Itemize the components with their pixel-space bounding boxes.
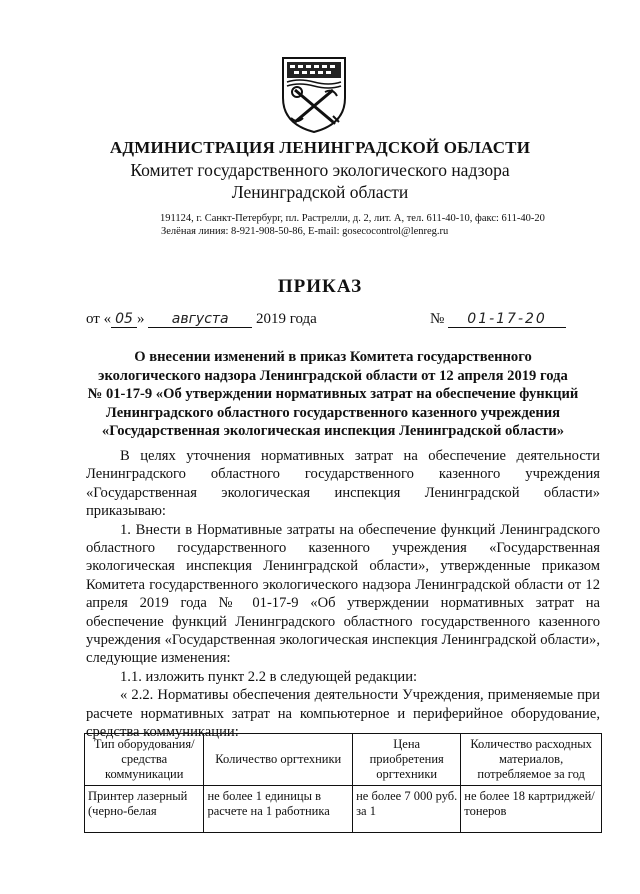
title-line: экологического надзора Ленинградской области от 12 апреля 2019 года [98, 367, 568, 384]
table-header-cell: Количество расходных материалов, потребляемое за год [461, 734, 602, 786]
table-cell: не более 7 000 руб. за 1 [353, 786, 461, 833]
order-body [86, 447, 600, 742]
title-line: О внесении изменений в приказ Комитета государственного [134, 349, 532, 365]
order-title [70, 348, 596, 441]
date-year: 2019 года [255, 311, 317, 327]
order-number [430, 311, 566, 328]
address-line: 191124, г. Санкт-Петербург, пл. Растрелли, д. 2, лит. А, тел. 611-40-10, факс: 611-40-20 [160, 213, 545, 224]
organization-name: АДМИНИСТРАЦИЯ ЛЕНИНГРАДСКОЙ ОБЛАСТИ [109, 138, 531, 157]
title-line: Ленинградского областного государственного казенного учреждения [105, 404, 561, 421]
committee-name-line-2: Ленинградской области [231, 182, 409, 202]
table-header-cell: Тип оборудования/ средства коммуникации [85, 734, 204, 786]
document-type-heading: ПРИКАЗ [277, 276, 363, 297]
table-header-cell: Количество оргтехники [204, 734, 353, 786]
title-line: № 01-17-9 «Об утверждении нормативных затрат на обеспечение функций [87, 386, 579, 402]
equipment-norms-table [84, 733, 602, 833]
contact-block [160, 212, 545, 238]
date-mid: » [136, 311, 145, 327]
date-month-handwritten: августа [148, 311, 252, 328]
table-header-row [85, 734, 602, 786]
paragraph-preamble: В целях уточнения нормативных затрат на обеспечение деятельности Ленинградского областного государственного казенного учреждения «Государственная экологическая инспекция Ленинградской области» приказываю: [86, 448, 600, 520]
paragraph-item-1-1: 1.1. изложить пункт 2.2 в следующей редакции: [120, 668, 418, 685]
title-line: «Государственная экологическая инспекция Ленинградской области» [101, 423, 565, 439]
paragraph-item-1: 1. Внести в Нормативные затраты на обеспечение функций Ленинградского областного государственного казенного учреждения «Государственная экологическая инспекция Ленинградской области», утвержденные приказом Комитета государственного экологического надзора Ленинградской области от 12 апреля 2019 года № 01-17-9 «Об утверждении нормативных затрат на обеспечение функций Ленинградского областного государственного казенного учреждения «Государственная экологическая инспекция Ленинградской области», следующие изменения: [86, 521, 600, 667]
committee-name-line-1: Комитет государственного экологического надзора [130, 160, 510, 180]
hotline-line: Зелёная линия: 8-921-908-50-86, E-mail: gosecocontrol@lenreg.ru [161, 226, 449, 237]
table-cell: не более 18 картриджей/тонеров [461, 786, 602, 833]
number-value-handwritten: 01-17-20 [448, 311, 566, 328]
table-row [85, 786, 602, 833]
table-cell: Принтер лазерный (черно-белая [85, 786, 204, 833]
table-cell: не более 1 единицы в расчете на 1 работника [204, 786, 353, 833]
coat-of-arms-emblem [279, 52, 349, 134]
table-header-cell: Цена приобретения оргтехники [353, 734, 461, 786]
paragraph-2-2: « 2.2. Нормативы обеспечения деятельности Учреждения, применяемые при расчете нормативных затрат на компьютерное и периферийное оборудование, средства коммуникации: [86, 687, 600, 741]
date-prefix: от « [86, 311, 112, 327]
date-day-handwritten: 05 [111, 311, 137, 328]
number-prefix: № [430, 311, 445, 327]
order-date [86, 311, 317, 328]
